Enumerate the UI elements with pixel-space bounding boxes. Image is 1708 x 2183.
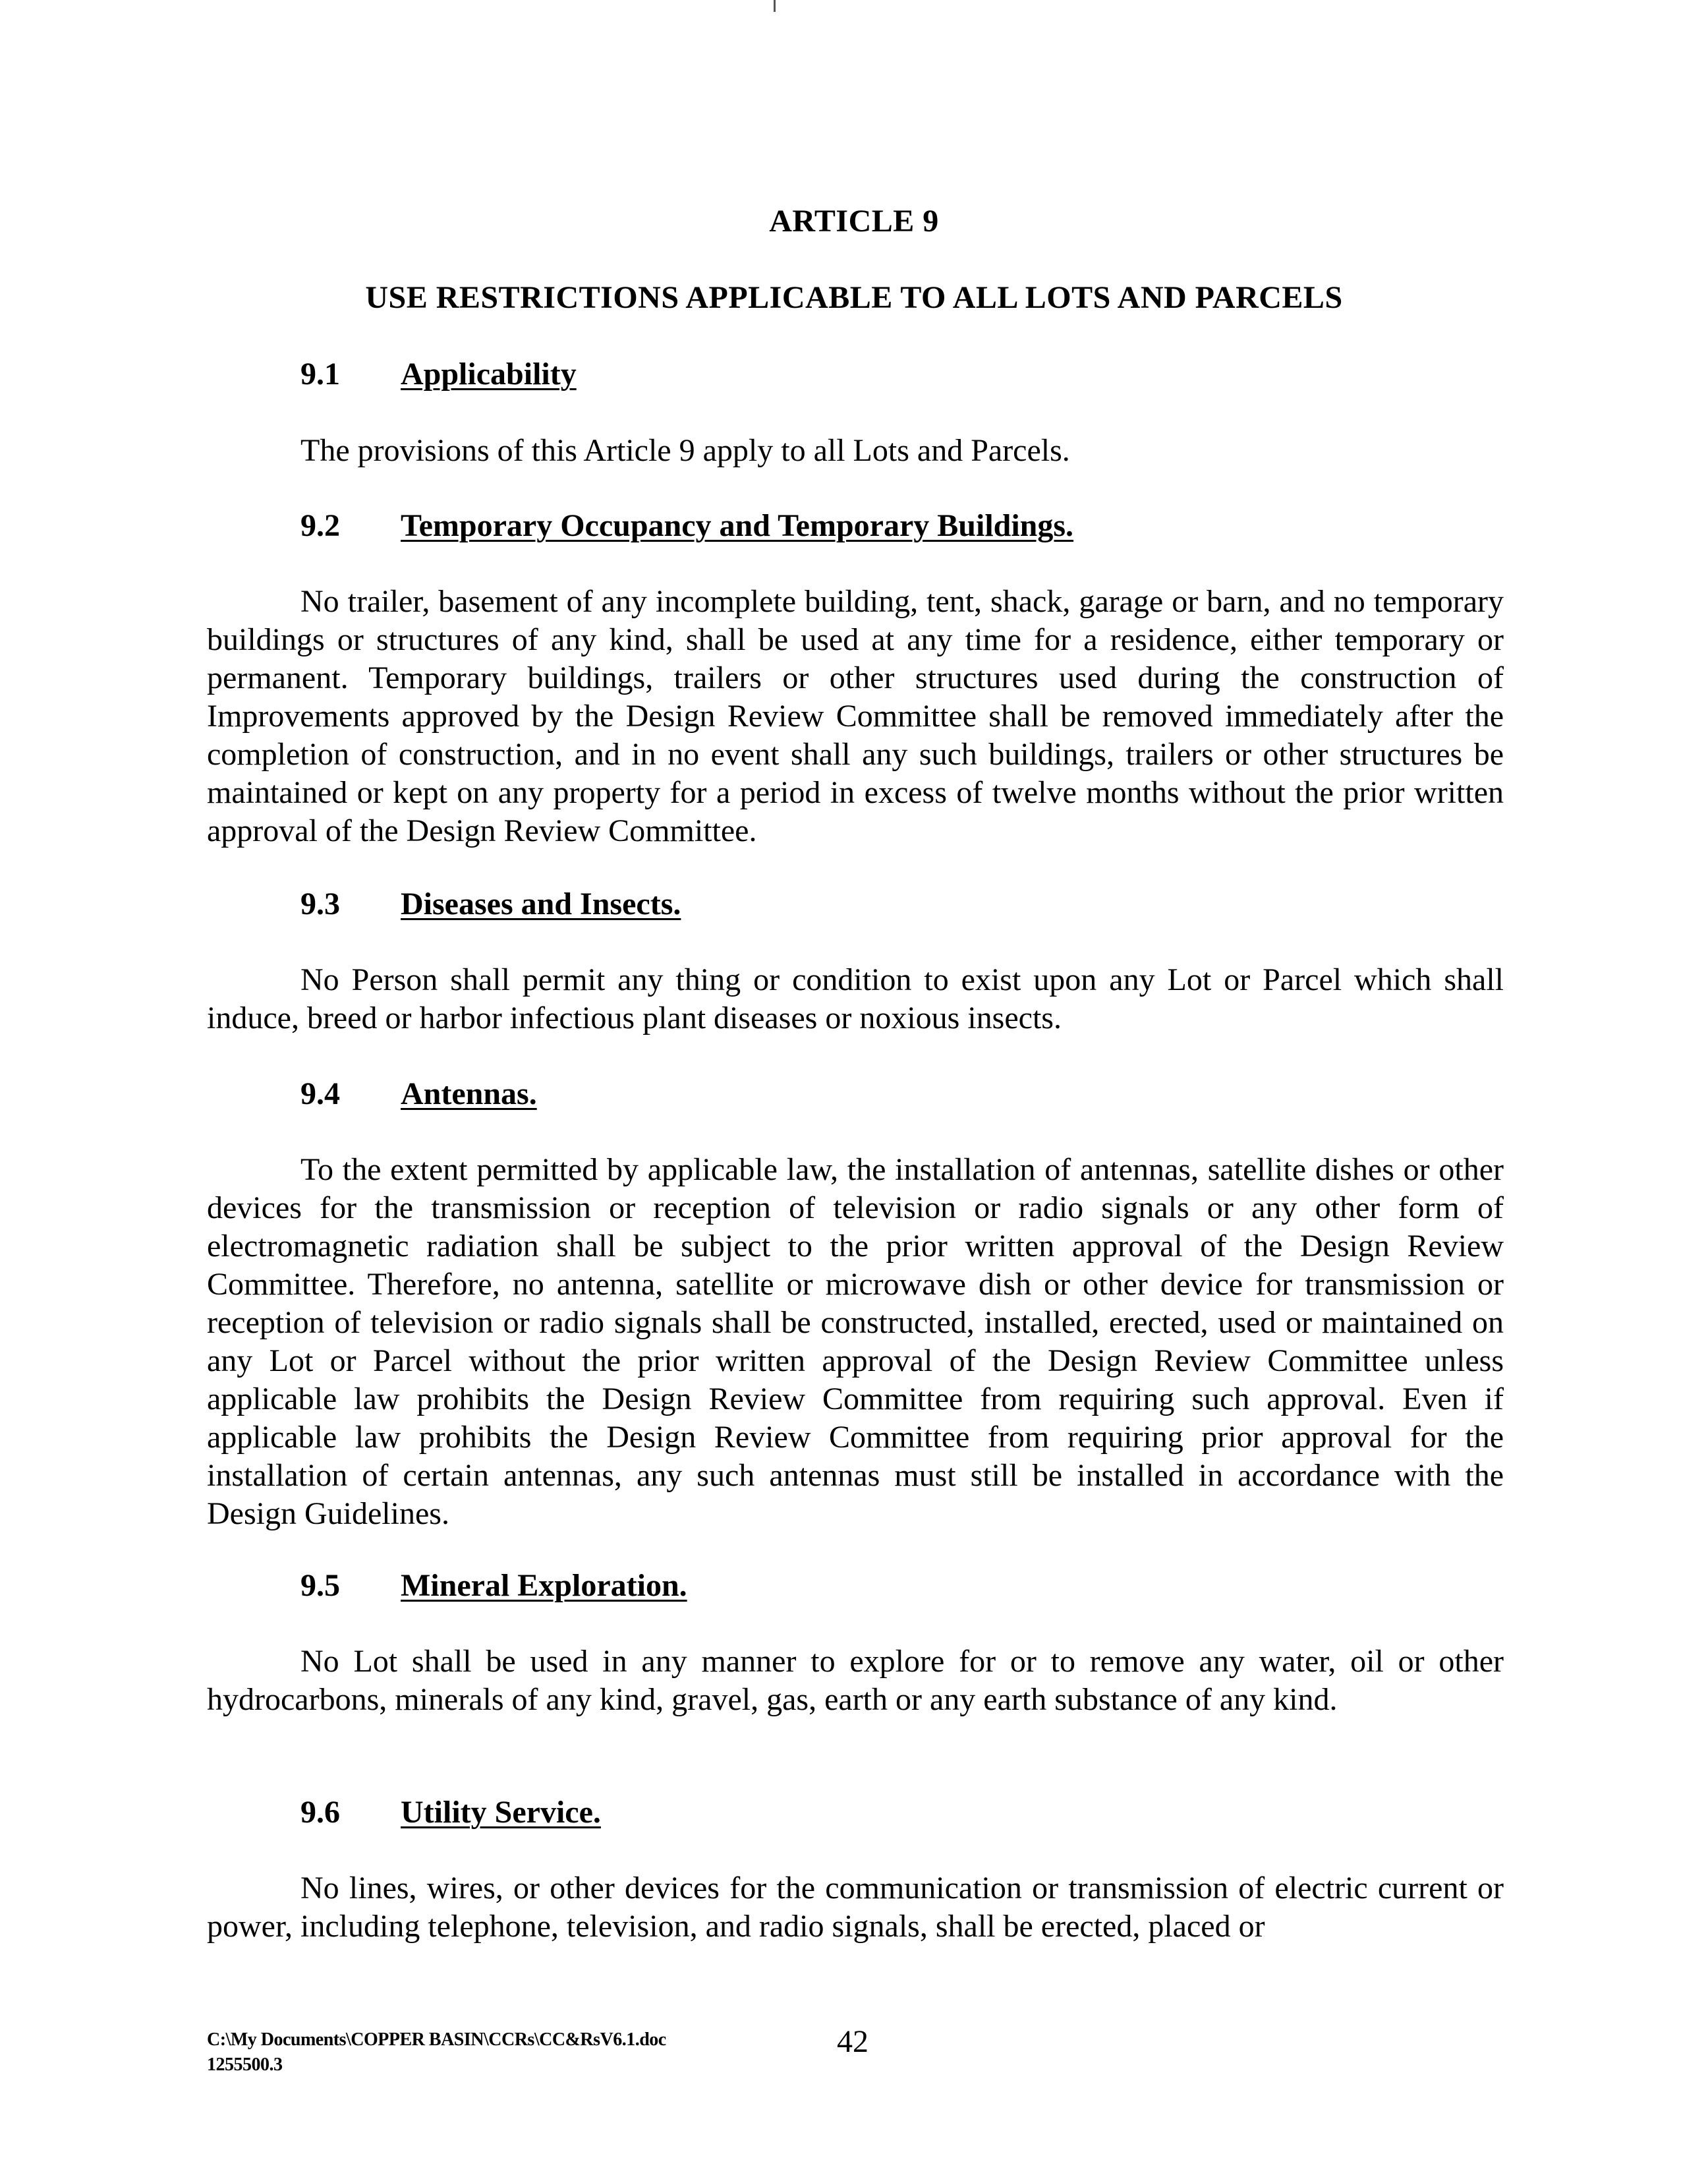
scan-artifact-mark — [774, 0, 776, 12]
section-title: Diseases and Insects. — [401, 887, 681, 921]
section-heading-9-1 — [300, 356, 577, 393]
section-title: Utility Service. — [401, 1795, 601, 1830]
article-number: ARTICLE 9 — [769, 204, 939, 239]
page-number: 42 — [837, 2024, 868, 2059]
footer-file-path: C:\My Documents\COPPER BASIN\CCRs\CC&RsV6.1.doc — [207, 2029, 666, 2050]
section-heading-9-6 — [300, 1794, 601, 1831]
section-title: Antennas. — [401, 1076, 537, 1111]
footer-doc-number: 1255500.3 — [207, 2054, 283, 2075]
section-title: Applicability — [401, 357, 577, 392]
article-title: USE RESTRICTIONS APPLICABLE TO ALL LOTS AND PARCELS — [365, 280, 1343, 315]
section-body-9-1: The provisions of this Article 9 apply to all Lots and Parcels. — [300, 433, 1070, 468]
section-heading-9-5 — [300, 1567, 687, 1604]
section-number: 9.1 — [300, 357, 340, 392]
section-heading-9-3 — [300, 886, 681, 923]
section-number: 9.4 — [300, 1076, 340, 1111]
section-body-9-2: No trailer, basement of any incomplete building, tent, shack, garage or barn, and no temporary buildings or structures of any kind, shall be used at any time for a residence, either temporary or permanent. Temporary buildings, trailers or other structures used during the construction of Improvements approved by the Design Review Committee shall be removed immediately after the completion of construction, and in no event shall any such buildings, trailers or other structures be maintained or kept on any property for a period in excess of twelve months without the prior written approval of the Design Review Committee. — [207, 584, 1504, 848]
section-body-9-4: To the extent permitted by applicable law, the installation of antennas, satellite dishes or other devices for the transmission or reception of television or radio signals or any other form of electromagnetic radiation shall be subject to the prior written approval of the Design Review Committee. Therefore, no antenna, satellite or microwave dish or other device for transmission or reception of television or radio signals shall be constructed, installed, erected, used or maintained on any Lot or Parcel without the prior written approval of the Design Review Committee unless applicable law prohibits the Design Review Committee from requiring such approval. Even if applicable law prohibits the Design Review Committee from requiring prior approval for the installation of certain antennas, any such antennas must still be installed in accordance with the Design Guidelines. — [207, 1152, 1504, 1531]
section-title: Temporary Occupancy and Temporary Buildings. — [401, 508, 1074, 543]
section-body-9-5: No Lot shall be used in any manner to explore for or to remove any water, oil or other hydrocarbons, minerals of any kind, gravel, gas, earth or any earth substance of any kind. — [207, 1644, 1504, 1717]
section-body-9-6: No lines, wires, or other devices for the communication or transmission of electric current or power, including telephone, television, and radio signals, shall be erected, placed or — [207, 1871, 1504, 1944]
section-number: 9.3 — [300, 887, 340, 921]
section-number: 9.2 — [300, 508, 340, 543]
section-heading-9-4 — [300, 1076, 537, 1113]
section-number: 9.6 — [300, 1795, 340, 1830]
section-body-9-3: No Person shall permit any thing or condition to exist upon any Lot or Parcel which shall induce, breed or harbor infectious plant diseases or noxious insects. — [207, 962, 1504, 1035]
section-number: 9.5 — [300, 1568, 340, 1603]
section-title: Mineral Exploration. — [401, 1568, 687, 1603]
section-heading-9-2 — [300, 508, 1073, 544]
